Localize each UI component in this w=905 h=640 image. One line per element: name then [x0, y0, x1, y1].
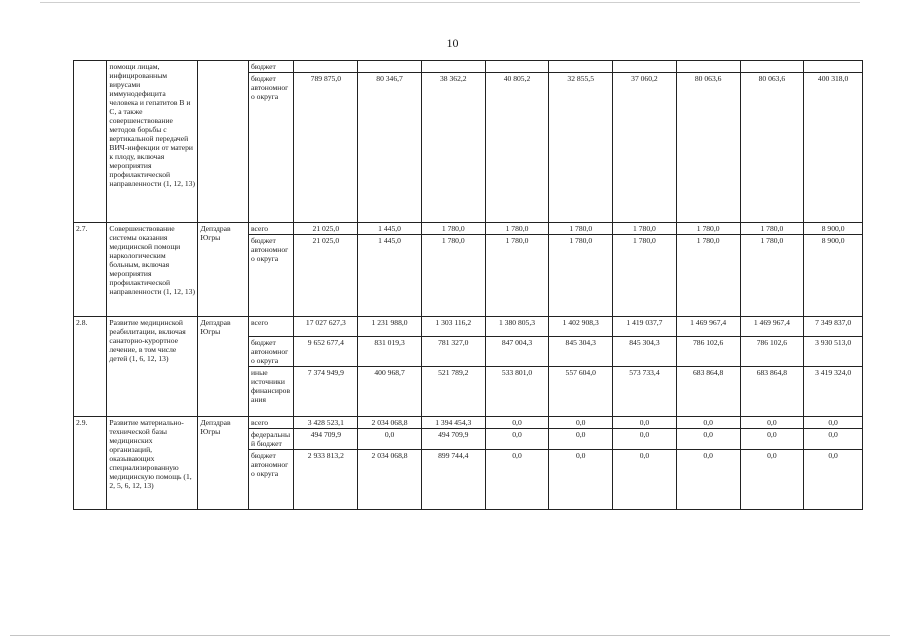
- amount-cell: 1 303 116,2: [421, 317, 485, 337]
- amount-cell: 1 780,0: [613, 235, 677, 317]
- funding-source: бюджет автономного округа: [248, 450, 294, 510]
- amount-cell: 7 374 949,9: [294, 367, 358, 417]
- amount-cell: 1 380 805,3: [485, 317, 549, 337]
- amount-cell: 683 864,8: [676, 367, 740, 417]
- amount-cell: 1 780,0: [485, 235, 549, 317]
- row-number: [74, 61, 107, 223]
- amount-cell: 0,0: [549, 429, 613, 450]
- amount-cell: 0,0: [613, 417, 677, 429]
- amount-cell: 0,0: [676, 429, 740, 450]
- budget-table: [73, 60, 863, 510]
- measure-name: Развитие материально-технической базы медицинских организаций, оказывающих специализированную медицинскую помощь (1, 2, 5, 6, 12, 13): [107, 417, 198, 510]
- amount-cell: 0,0: [676, 417, 740, 429]
- amount-cell: 786 102,6: [740, 337, 804, 367]
- amount-cell: 400 968,7: [358, 367, 422, 417]
- amount-cell: 400 318,0: [804, 73, 863, 223]
- amount-cell: 789 875,0: [294, 73, 358, 223]
- amount-cell: 0,0: [613, 450, 677, 510]
- amount-cell: [740, 61, 804, 73]
- amount-cell: 2 933 813,2: [294, 450, 358, 510]
- amount-cell: 21 025,0: [294, 235, 358, 317]
- amount-cell: 1 231 988,0: [358, 317, 422, 337]
- funding-source: бюджет автономного округа: [248, 235, 294, 317]
- amount-cell: 1 780,0: [676, 223, 740, 235]
- amount-cell: 494 709,9: [294, 429, 358, 450]
- amount-cell: 1 780,0: [485, 223, 549, 235]
- amount-cell: 8 900,0: [804, 223, 863, 235]
- amount-cell: 899 744,4: [421, 450, 485, 510]
- amount-cell: [549, 61, 613, 73]
- row-number: 2.7.: [74, 223, 107, 317]
- amount-cell: 557 604,0: [549, 367, 613, 417]
- amount-cell: 0,0: [676, 450, 740, 510]
- table-row: [74, 317, 863, 337]
- amount-cell: 2 034 068,8: [358, 417, 422, 429]
- amount-cell: 0,0: [740, 417, 804, 429]
- amount-cell: 9 652 677,4: [294, 337, 358, 367]
- amount-cell: 1 419 037,7: [613, 317, 677, 337]
- amount-cell: 0,0: [613, 429, 677, 450]
- amount-cell: 1 780,0: [740, 235, 804, 317]
- amount-cell: [421, 61, 485, 73]
- amount-cell: 1 780,0: [740, 223, 804, 235]
- amount-cell: 7 349 837,0: [804, 317, 863, 337]
- amount-cell: [358, 61, 422, 73]
- amount-cell: 80 063,6: [676, 73, 740, 223]
- amount-cell: 845 304,3: [613, 337, 677, 367]
- amount-cell: 8 900,0: [804, 235, 863, 317]
- amount-cell: 0,0: [485, 450, 549, 510]
- amount-cell: 40 805,2: [485, 73, 549, 223]
- amount-cell: 0,0: [549, 450, 613, 510]
- executor: Депздрав Югры: [198, 223, 249, 317]
- amount-cell: 2 034 068,8: [358, 450, 422, 510]
- executor: [198, 61, 249, 223]
- amount-cell: 1 445,0: [358, 223, 422, 235]
- funding-source: всего: [248, 223, 294, 235]
- executor: Депздрав Югры: [198, 417, 249, 510]
- funding-source: всего: [248, 317, 294, 337]
- table-row: [74, 223, 863, 235]
- amount-cell: 0,0: [804, 417, 863, 429]
- amount-cell: 781 327,0: [421, 337, 485, 367]
- amount-cell: 847 004,3: [485, 337, 549, 367]
- amount-cell: 0,0: [804, 450, 863, 510]
- scan-edge-top: [40, 2, 860, 3]
- amount-cell: 0,0: [358, 429, 422, 450]
- amount-cell: 3 428 523,1: [294, 417, 358, 429]
- funding-source: бюджет автономного округа: [248, 337, 294, 367]
- amount-cell: 1 469 967,4: [740, 317, 804, 337]
- table-row: [74, 61, 863, 73]
- amount-cell: 80 063,6: [740, 73, 804, 223]
- amount-cell: 533 801,0: [485, 367, 549, 417]
- amount-cell: 1 780,0: [676, 235, 740, 317]
- amount-cell: [485, 61, 549, 73]
- amount-cell: 38 362,2: [421, 73, 485, 223]
- amount-cell: [294, 61, 358, 73]
- amount-cell: 17 027 627,3: [294, 317, 358, 337]
- page-number: 10: [446, 36, 459, 50]
- amount-cell: 3 419 324,0: [804, 367, 863, 417]
- amount-cell: 1 780,0: [613, 223, 677, 235]
- amount-cell: [804, 61, 863, 73]
- amount-cell: 1 780,0: [421, 223, 485, 235]
- measure-name: помощи лицам, инфицированным вирусами иммунодефицита человека и гепатитов В и С, а также совершенствование методов борьбы с вертикальной передачей ВИЧ-инфекции от матери к плоду, включая мероприятия профилактической направленности (1, 12, 13): [107, 61, 198, 223]
- amount-cell: 80 346,7: [358, 73, 422, 223]
- amount-cell: 494 709,9: [421, 429, 485, 450]
- amount-cell: 21 025,0: [294, 223, 358, 235]
- funding-source: бюджет автономного округа: [248, 73, 294, 223]
- amount-cell: 1 469 967,4: [676, 317, 740, 337]
- amount-cell: 1 780,0: [549, 235, 613, 317]
- amount-cell: 32 855,5: [549, 73, 613, 223]
- amount-cell: 1 445,0: [358, 235, 422, 317]
- amount-cell: 683 864,8: [740, 367, 804, 417]
- row-number: 2.8.: [74, 317, 107, 417]
- funding-source: иные источники финансирования: [248, 367, 294, 417]
- table-row: [74, 417, 863, 429]
- amount-cell: 0,0: [740, 450, 804, 510]
- row-number: 2.9.: [74, 417, 107, 510]
- amount-cell: 1 402 908,3: [549, 317, 613, 337]
- funding-source: бюджет: [248, 61, 294, 73]
- scan-edge-bottom: [10, 635, 890, 636]
- amount-cell: [613, 61, 677, 73]
- amount-cell: 1 780,0: [549, 223, 613, 235]
- amount-cell: 3 930 513,0: [804, 337, 863, 367]
- amount-cell: 831 019,3: [358, 337, 422, 367]
- amount-cell: 1 394 454,3: [421, 417, 485, 429]
- executor: Депздрав Югры: [198, 317, 249, 417]
- funding-source: всего: [248, 417, 294, 429]
- amount-cell: 0,0: [485, 429, 549, 450]
- amount-cell: 786 102,6: [676, 337, 740, 367]
- amount-cell: 0,0: [740, 429, 804, 450]
- amount-cell: 0,0: [485, 417, 549, 429]
- amount-cell: 521 789,2: [421, 367, 485, 417]
- amount-cell: 1 780,0: [421, 235, 485, 317]
- measure-name: Совершенствование системы оказания медицинской помощи наркологическим больным, включая мероприятия профилактической направленности (1, 12, 13): [107, 223, 198, 317]
- measure-name: Развитие медицинской реабилитации, включая санаторно-курортное лечение, в том числе детей (1, 6, 12, 13): [107, 317, 198, 417]
- amount-cell: 37 060,2: [613, 73, 677, 223]
- amount-cell: 573 733,4: [613, 367, 677, 417]
- amount-cell: 0,0: [549, 417, 613, 429]
- funding-source: федеральный бюджет: [248, 429, 294, 450]
- amount-cell: 845 304,3: [549, 337, 613, 367]
- amount-cell: [676, 61, 740, 73]
- amount-cell: 0,0: [804, 429, 863, 450]
